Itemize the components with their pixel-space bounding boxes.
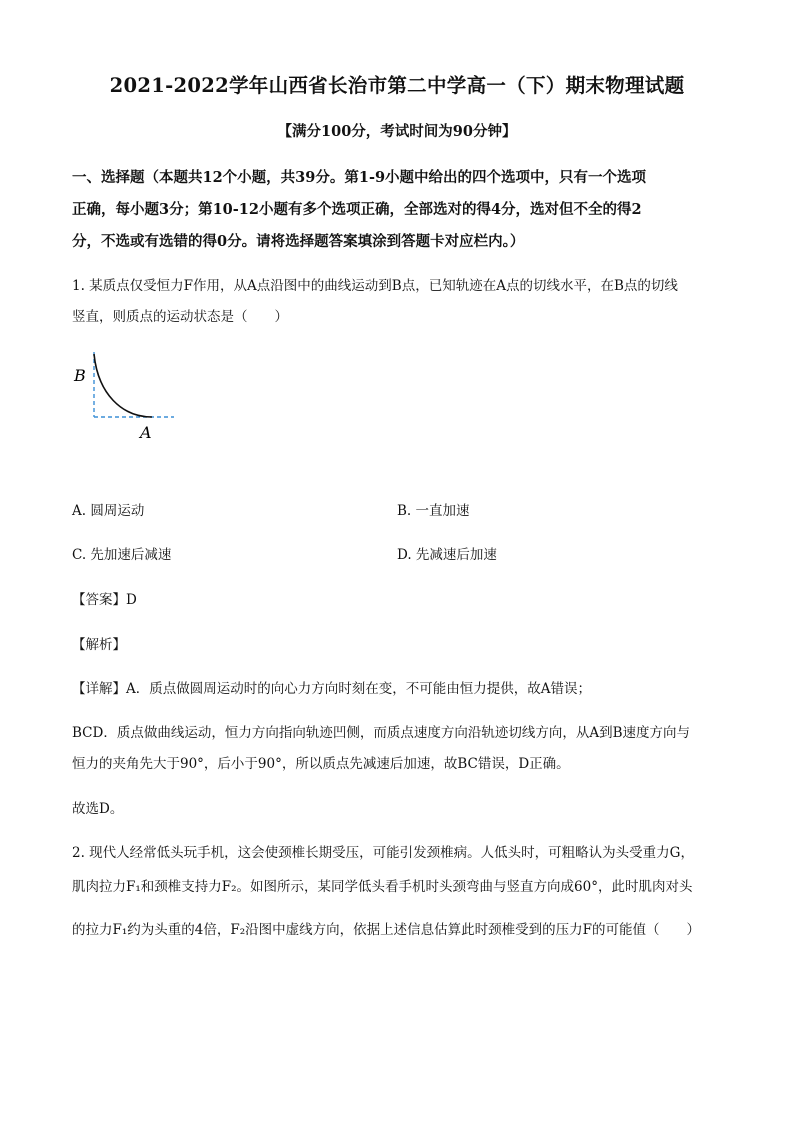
q1-detail-line-2: BCD．质点做曲线运动，恒力方向指向轨迹凹侧，而质点速度方向沿轨迹切线方向，从A到B速度方向与 [72,725,690,741]
point-a-label: A [140,423,152,440]
q2-stem-line-2: 肌肉拉力F₁和颈椎支持力F₂。如图所示，某同学低头看手机时头颈弯曲与竖直方向成60°，此时肌肉对头 [72,879,693,895]
q1-trajectory-figure [70,348,180,440]
exam-info: 【满分100分，考试时间为90分钟】 [277,123,517,140]
q1-option-d[interactable]: D. 先减速后加速 [397,547,497,563]
section-instructions-line-3: 分，不选或有选错的得0分。请将选择题答案填涂到答题卡对应栏内。） [72,233,525,250]
q2-stem-line-3: 的拉力F₁约为头重的4倍，F₂沿图中虚线方向，依据上述信息估算此时颈椎受到的压力F的可能值（ ） [72,922,701,938]
q1-detail-line-1: 【详解】A．质点做圆周运动时的向心力方向时刻在变，不可能由恒力提供，故A错误； [72,681,591,697]
q1-detail-line-3: 恒力的夹角先大于90°，后小于90°，所以质点先减速后加速，故BC错误，D正确。 [72,756,570,772]
section-instructions-line-1: 一、选择题（本题共12个小题，共39分。第1-9小题中给出的四个选项中，只有一个选项 [72,169,647,186]
q1-conclusion: 故选D。 [72,801,124,817]
q1-option-c[interactable]: C. 先加速后减速 [72,547,172,563]
q2-stem-line-1: 2. 现代人经常低头玩手机，这会使颈椎长期受压，可能引发颈椎病。人低头时，可粗略认为头受重力G， [72,845,694,861]
q1-option-a[interactable]: A. 圆周运动 [72,503,145,519]
q1-stem-line-1: 1. 某质点仅受恒力F作用，从A点沿图中的曲线运动到B点，已知轨迹在A点的切线水平，在B点的切线 [72,278,678,294]
page-title: 2021-2022学年山西省长治市第二中学高一（下）期末物理试题 [109,74,685,97]
trajectory-curve [94,354,152,417]
point-b-label: B [74,366,86,385]
q1-option-b[interactable]: B. 一直加速 [397,503,470,519]
section-instructions-line-2: 正确，每小题3分；第10-12小题有多个选项正确，全部选对的得4分，选对但不全的得2 [72,201,642,218]
q1-analysis-heading: 【解析】 [72,637,126,653]
q1-answer: 【答案】D [72,592,137,608]
q1-stem-line-2: 竖直，则质点的运动状态是（ ） [72,309,288,325]
